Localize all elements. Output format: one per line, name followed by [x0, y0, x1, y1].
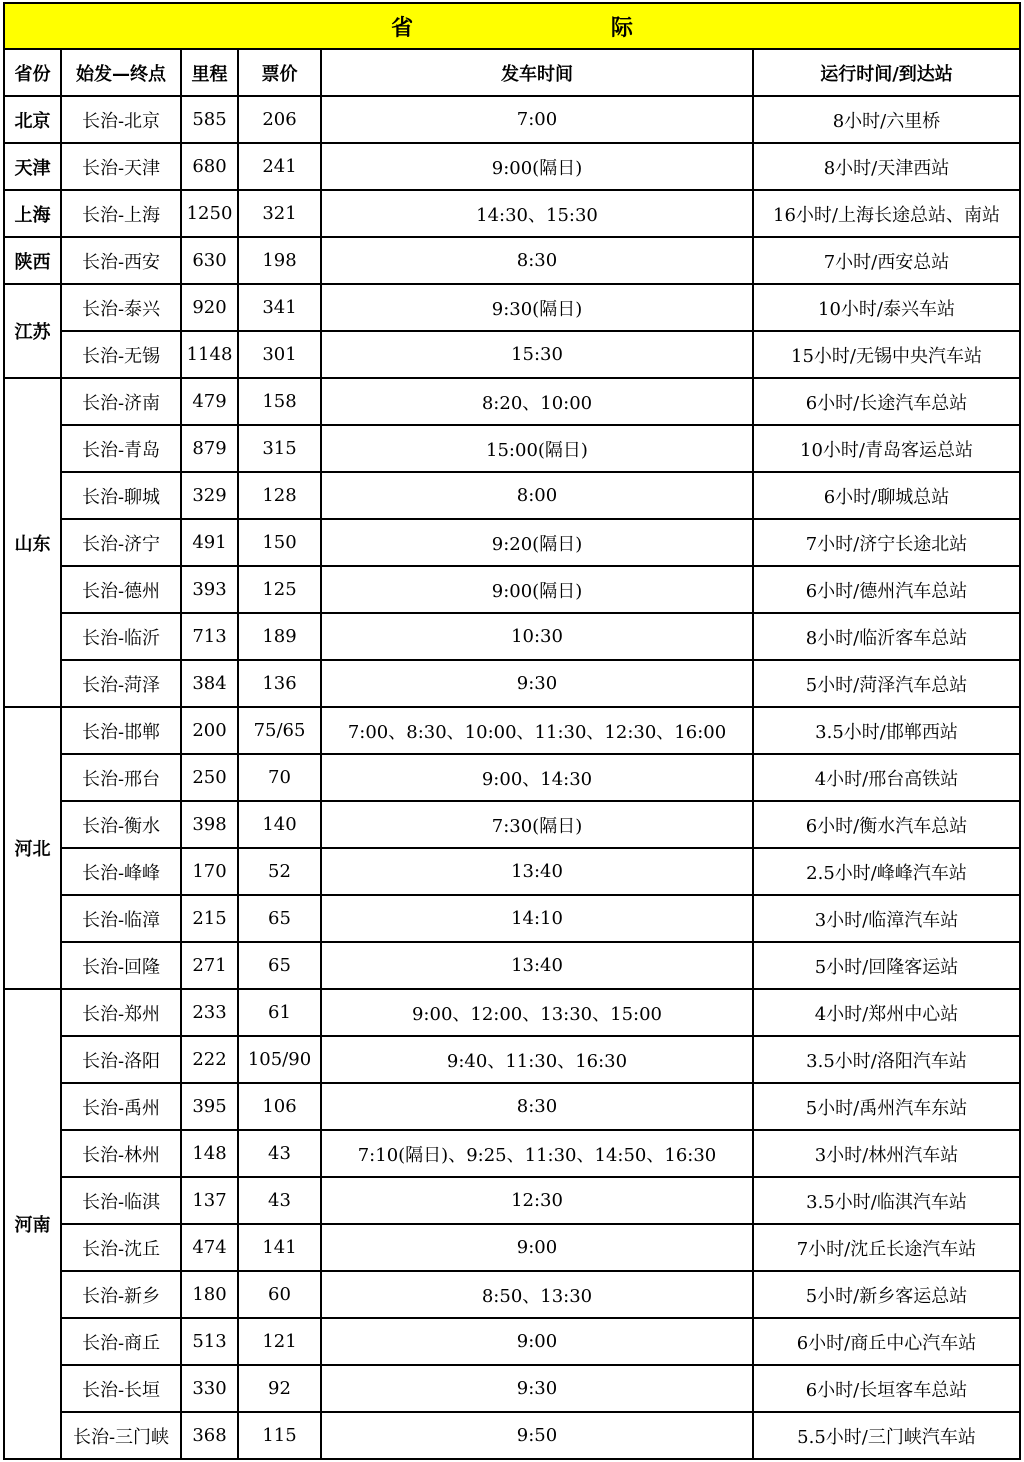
route-cell: 长治-北京	[61, 96, 181, 143]
departure-cell: 9:30(隔日)	[321, 284, 753, 331]
province-cell: 北京	[4, 96, 61, 143]
arrival-cell: 3小时/林州汽车站	[753, 1130, 1020, 1177]
fare-cell: 241	[238, 143, 321, 190]
route-cell: 长治-泰兴	[61, 284, 181, 331]
table-row	[4, 1036, 1020, 1083]
province-cell: 山东	[4, 378, 61, 707]
arrival-cell: 10小时/青岛客运总站	[753, 425, 1020, 472]
distance-cell: 474	[181, 1224, 238, 1271]
table-row	[4, 942, 1020, 989]
table-row	[4, 660, 1020, 707]
departure-cell: 9:00、12:00、13:30、15:00	[321, 989, 753, 1036]
fare-cell: 61	[238, 989, 321, 1036]
departure-cell: 7:10(隔日)、9:25、11:30、14:50、16:30	[321, 1130, 753, 1177]
route-cell: 长治-聊城	[61, 472, 181, 519]
fare-cell: 189	[238, 613, 321, 660]
departure-cell: 14:10	[321, 895, 753, 942]
arrival-cell: 2.5小时/峰峰汽车站	[753, 848, 1020, 895]
fare-cell: 70	[238, 754, 321, 801]
province-cell: 河南	[4, 989, 61, 1459]
arrival-cell: 5.5小时/三门峡汽车站	[753, 1412, 1020, 1459]
table-row	[4, 190, 1020, 237]
title-row	[4, 3, 1020, 49]
distance-cell: 713	[181, 613, 238, 660]
fare-cell: 321	[238, 190, 321, 237]
table-row	[4, 754, 1020, 801]
arrival-cell: 5小时/新乡客运总站	[753, 1271, 1020, 1318]
distance-cell: 148	[181, 1130, 238, 1177]
fare-cell: 115	[238, 1412, 321, 1459]
table-row	[4, 566, 1020, 613]
table-row	[4, 96, 1020, 143]
table-row	[4, 237, 1020, 284]
arrival-cell: 6小时/商丘中心汽车站	[753, 1318, 1020, 1365]
fare-cell: 206	[238, 96, 321, 143]
departure-cell: 12:30	[321, 1177, 753, 1224]
departure-cell: 8:20、10:00	[321, 378, 753, 425]
fare-cell: 315	[238, 425, 321, 472]
departure-cell: 7:00	[321, 96, 753, 143]
arrival-cell: 3.5小时/洛阳汽车站	[753, 1036, 1020, 1083]
route-cell: 长治-禹州	[61, 1083, 181, 1130]
distance-cell: 222	[181, 1036, 238, 1083]
route-cell: 长治-德州	[61, 566, 181, 613]
route-cell: 长治-邯郸	[61, 707, 181, 754]
table-row	[4, 378, 1020, 425]
route-cell: 长治-济南	[61, 378, 181, 425]
arrival-cell: 6小时/聊城总站	[753, 472, 1020, 519]
arrival-cell: 8小时/临沂客车总站	[753, 613, 1020, 660]
arrival-cell: 3.5小时/邯郸西站	[753, 707, 1020, 754]
header-province: 省份	[4, 49, 61, 96]
header-row	[4, 49, 1020, 96]
arrival-cell: 4小时/郑州中心站	[753, 989, 1020, 1036]
distance-cell: 491	[181, 519, 238, 566]
distance-cell: 329	[181, 472, 238, 519]
distance-cell: 1148	[181, 331, 238, 378]
arrival-cell: 5小时/禹州汽车东站	[753, 1083, 1020, 1130]
fare-cell: 158	[238, 378, 321, 425]
route-cell: 长治-峰峰	[61, 848, 181, 895]
route-cell: 长治-临淇	[61, 1177, 181, 1224]
distance-cell: 680	[181, 143, 238, 190]
distance-cell: 393	[181, 566, 238, 613]
arrival-cell: 6小时/长垣客车总站	[753, 1365, 1020, 1412]
distance-cell: 180	[181, 1271, 238, 1318]
table-row	[4, 848, 1020, 895]
table-row	[4, 1130, 1020, 1177]
fare-cell: 65	[238, 895, 321, 942]
departure-cell: 8:50、13:30	[321, 1271, 753, 1318]
table-row	[4, 895, 1020, 942]
departure-cell: 9:00	[321, 1318, 753, 1365]
arrival-cell: 10小时/泰兴车站	[753, 284, 1020, 331]
route-cell: 长治-菏泽	[61, 660, 181, 707]
departure-cell: 9:00	[321, 1224, 753, 1271]
table-row	[4, 1083, 1020, 1130]
table-title: 省 际	[4, 3, 1020, 49]
table-row	[4, 1412, 1020, 1459]
fare-cell: 43	[238, 1130, 321, 1177]
table-row	[4, 331, 1020, 378]
route-cell: 长治-沈丘	[61, 1224, 181, 1271]
departure-cell: 15:30	[321, 331, 753, 378]
departure-cell: 8:30	[321, 1083, 753, 1130]
distance-cell: 200	[181, 707, 238, 754]
fare-cell: 60	[238, 1271, 321, 1318]
fare-cell: 106	[238, 1083, 321, 1130]
departure-cell: 13:40	[321, 942, 753, 989]
header-route: 始发—终点	[61, 49, 181, 96]
table-row	[4, 1318, 1020, 1365]
departure-cell: 8:00	[321, 472, 753, 519]
fare-cell: 128	[238, 472, 321, 519]
distance-cell: 1250	[181, 190, 238, 237]
fare-cell: 105/90	[238, 1036, 321, 1083]
table-row	[4, 1224, 1020, 1271]
distance-cell: 513	[181, 1318, 238, 1365]
route-cell: 长治-无锡	[61, 331, 181, 378]
departure-cell: 9:30	[321, 1365, 753, 1412]
arrival-cell: 7小时/济宁长途北站	[753, 519, 1020, 566]
header-distance: 里程	[181, 49, 238, 96]
route-cell: 长治-临沂	[61, 613, 181, 660]
arrival-cell: 8小时/六里桥	[753, 96, 1020, 143]
distance-cell: 384	[181, 660, 238, 707]
route-cell: 长治-三门峡	[61, 1412, 181, 1459]
departure-cell: 7:00、8:30、10:00、11:30、12:30、16:00	[321, 707, 753, 754]
table-row	[4, 472, 1020, 519]
header-departure: 发车时间	[321, 49, 753, 96]
table-row	[4, 1271, 1020, 1318]
route-cell: 长治-西安	[61, 237, 181, 284]
departure-cell: 15:00(隔日)	[321, 425, 753, 472]
table-row	[4, 143, 1020, 190]
fare-cell: 140	[238, 801, 321, 848]
table-row	[4, 284, 1020, 331]
arrival-cell: 6小时/衡水汽车总站	[753, 801, 1020, 848]
departure-cell: 9:40、11:30、16:30	[321, 1036, 753, 1083]
route-cell: 长治-长垣	[61, 1365, 181, 1412]
distance-cell: 170	[181, 848, 238, 895]
route-cell: 长治-邢台	[61, 754, 181, 801]
fare-cell: 43	[238, 1177, 321, 1224]
fare-cell: 301	[238, 331, 321, 378]
table-row	[4, 801, 1020, 848]
fare-cell: 136	[238, 660, 321, 707]
table-row	[4, 1365, 1020, 1412]
province-cell: 天津	[4, 143, 61, 190]
arrival-cell: 16小时/上海长途总站、南站	[753, 190, 1020, 237]
distance-cell: 233	[181, 989, 238, 1036]
route-cell: 长治-回隆	[61, 942, 181, 989]
departure-cell: 8:30	[321, 237, 753, 284]
departure-cell: 9:30	[321, 660, 753, 707]
departure-cell: 9:50	[321, 1412, 753, 1459]
arrival-cell: 4小时/邢台高铁站	[753, 754, 1020, 801]
schedule-body	[4, 96, 1020, 1459]
table-row	[4, 989, 1020, 1036]
arrival-cell: 5小时/回隆客运站	[753, 942, 1020, 989]
route-cell: 长治-临漳	[61, 895, 181, 942]
table-row	[4, 1177, 1020, 1224]
route-cell: 长治-商丘	[61, 1318, 181, 1365]
arrival-cell: 3小时/临漳汽车站	[753, 895, 1020, 942]
arrival-cell: 15小时/无锡中央汽车站	[753, 331, 1020, 378]
departure-cell: 14:30、15:30	[321, 190, 753, 237]
departure-cell: 10:30	[321, 613, 753, 660]
table-row	[4, 519, 1020, 566]
fare-cell: 52	[238, 848, 321, 895]
province-cell: 陕西	[4, 237, 61, 284]
distance-cell: 330	[181, 1365, 238, 1412]
route-cell: 长治-上海	[61, 190, 181, 237]
route-cell: 长治-林州	[61, 1130, 181, 1177]
route-cell: 长治-郑州	[61, 989, 181, 1036]
fare-cell: 125	[238, 566, 321, 613]
departure-cell: 13:40	[321, 848, 753, 895]
departure-cell: 9:20(隔日)	[321, 519, 753, 566]
table-row	[4, 707, 1020, 754]
distance-cell: 395	[181, 1083, 238, 1130]
table-row	[4, 613, 1020, 660]
distance-cell: 250	[181, 754, 238, 801]
arrival-cell: 7小时/西安总站	[753, 237, 1020, 284]
fare-cell: 75/65	[238, 707, 321, 754]
arrival-cell: 6小时/长途汽车总站	[753, 378, 1020, 425]
fare-cell: 198	[238, 237, 321, 284]
arrival-cell: 3.5小时/临淇汽车站	[753, 1177, 1020, 1224]
distance-cell: 920	[181, 284, 238, 331]
fare-cell: 341	[238, 284, 321, 331]
distance-cell: 368	[181, 1412, 238, 1459]
header-arrival: 运行时间/到达站	[753, 49, 1020, 96]
distance-cell: 479	[181, 378, 238, 425]
distance-cell: 585	[181, 96, 238, 143]
route-cell: 长治-济宁	[61, 519, 181, 566]
departure-cell: 7:30(隔日)	[321, 801, 753, 848]
distance-cell: 879	[181, 425, 238, 472]
table-row	[4, 425, 1020, 472]
distance-cell: 215	[181, 895, 238, 942]
province-cell: 上海	[4, 190, 61, 237]
fare-cell: 150	[238, 519, 321, 566]
arrival-cell: 7小时/沈丘长途汽车站	[753, 1224, 1020, 1271]
distance-cell: 398	[181, 801, 238, 848]
arrival-cell: 6小时/德州汽车总站	[753, 566, 1020, 613]
route-cell: 长治-新乡	[61, 1271, 181, 1318]
arrival-cell: 8小时/天津西站	[753, 143, 1020, 190]
province-cell: 江苏	[4, 284, 61, 378]
province-cell: 河北	[4, 707, 61, 989]
departure-cell: 9:00、14:30	[321, 754, 753, 801]
departure-cell: 9:00(隔日)	[321, 143, 753, 190]
distance-cell: 271	[181, 942, 238, 989]
fare-cell: 141	[238, 1224, 321, 1271]
fare-cell: 65	[238, 942, 321, 989]
distance-cell: 137	[181, 1177, 238, 1224]
header-fare: 票价	[238, 49, 321, 96]
departure-cell: 9:00(隔日)	[321, 566, 753, 613]
route-cell: 长治-衡水	[61, 801, 181, 848]
arrival-cell: 5小时/菏泽汽车总站	[753, 660, 1020, 707]
route-cell: 长治-青岛	[61, 425, 181, 472]
fare-cell: 121	[238, 1318, 321, 1365]
distance-cell: 630	[181, 237, 238, 284]
bus-schedule-table	[3, 2, 1021, 1460]
fare-cell: 92	[238, 1365, 321, 1412]
schedule-container	[3, 2, 1019, 1460]
route-cell: 长治-天津	[61, 143, 181, 190]
route-cell: 长治-洛阳	[61, 1036, 181, 1083]
